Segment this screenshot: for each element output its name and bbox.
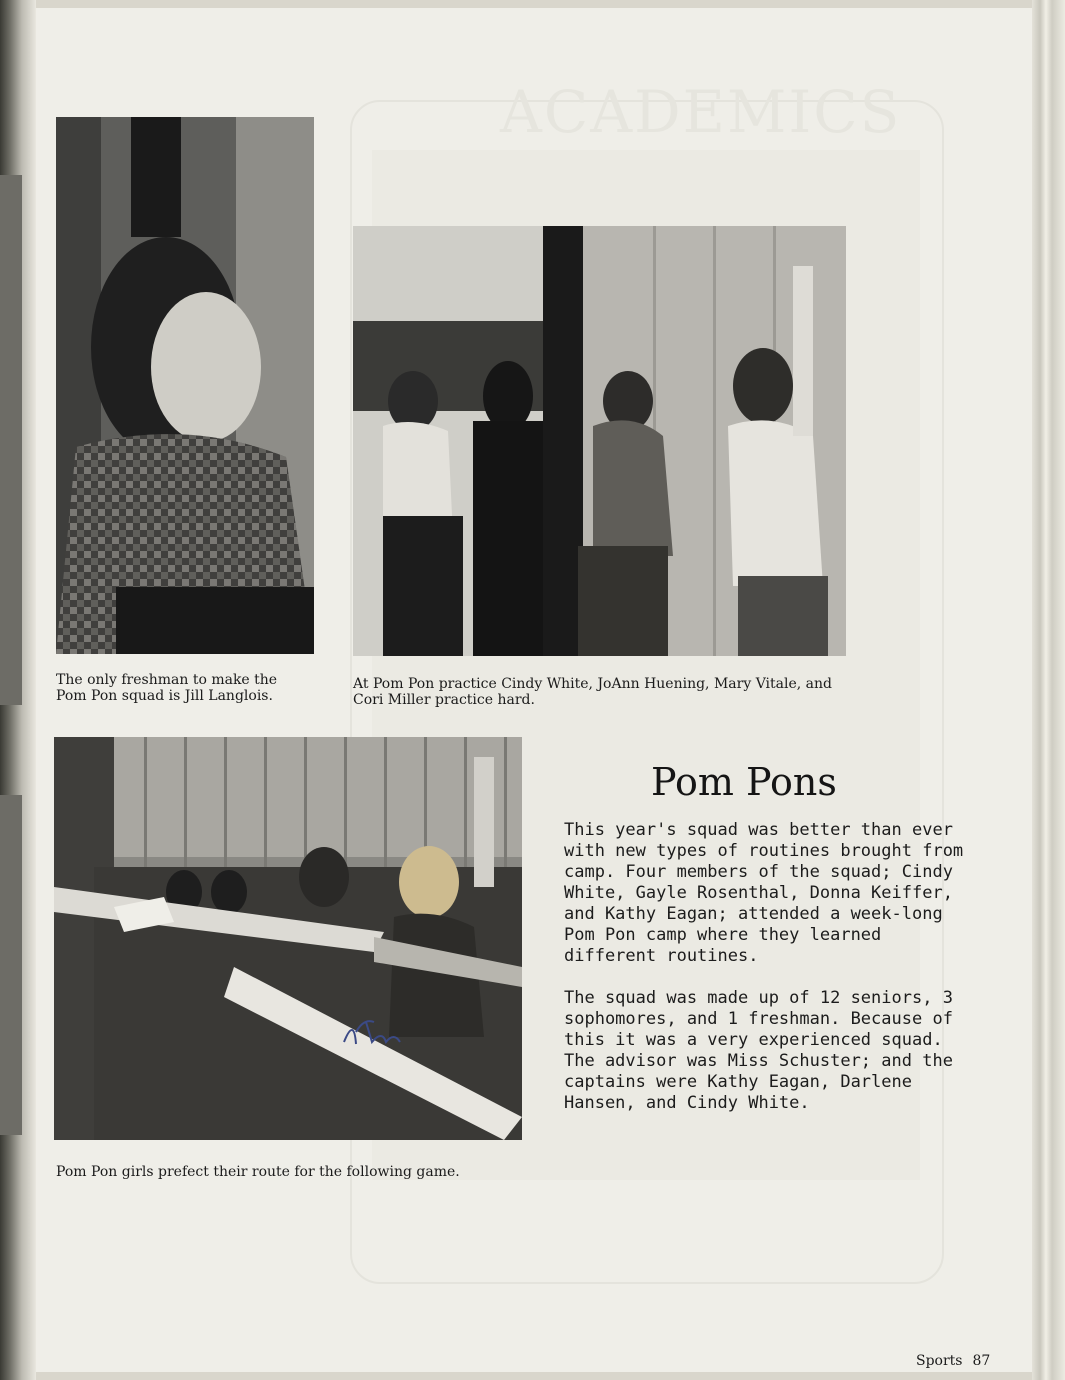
- freshman-portrait-photo: [56, 117, 314, 654]
- page-number: 87: [972, 1353, 991, 1369]
- article-title: Pom Pons: [651, 760, 837, 804]
- footer-section: Sports: [916, 1353, 963, 1369]
- bleed-through-title: ACADEMICS: [500, 78, 902, 146]
- previous-page-edge: [0, 175, 22, 705]
- photo2-caption: At Pom Pon practice Cindy White, JoAnn Huening, Mary Vitale, and Cori Miller practice hard.: [353, 676, 832, 708]
- photo3-caption: Pom Pon girls prefect their route for the following game.: [56, 1164, 460, 1180]
- article-paragraph-1: This year's squad was better than ever with new types of routines brought from camp. Four members of the squad; Cindy White, Gayle Rosenthal, Donna Keiffer, and Kathy Eagan; attended a week-long Pom Pon camp where they learned different routines.: [564, 820, 964, 966]
- practice-group-photo: [353, 226, 846, 656]
- page-edge-right: [1032, 0, 1065, 1380]
- previous-page-edge: [0, 795, 22, 1135]
- page-footer: [916, 1353, 990, 1369]
- article-paragraph-2: The squad was made up of 12 seniors, 3 sophomores, and 1 freshman. Because of this it was a very experienced squad. The advisor was Miss Schuster; and the captains were Kathy Eagan, Darlene Hansen, and Cindy White.: [564, 988, 953, 1113]
- kick-line-photo: [54, 737, 522, 1140]
- photo1-caption: The only freshman to make the Pom Pon squad is Jill Langlois.: [56, 672, 278, 704]
